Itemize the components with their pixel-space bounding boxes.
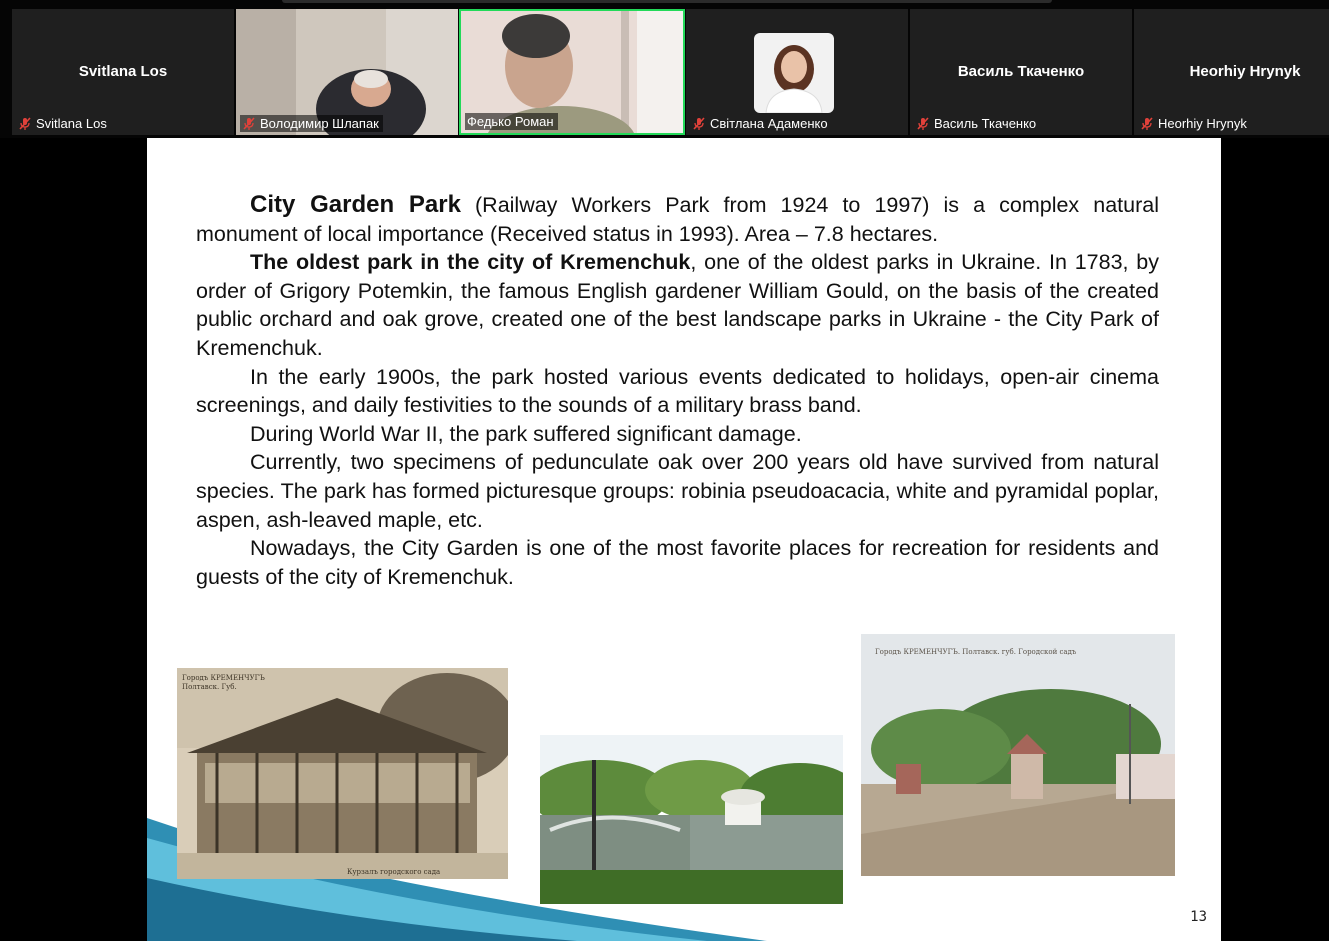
participant-display-name: Svitlana Los (78, 63, 168, 80)
participant-label-text: Володимир Шлапак (260, 116, 379, 131)
participant-display-name: Василь Ткаченко (957, 63, 1085, 80)
slide-page-number: 13 (1190, 909, 1207, 925)
participant-label-text: Світлана Адаменко (710, 116, 828, 131)
historic-pavilion-photo (177, 668, 508, 879)
avatar (754, 33, 834, 113)
strip-top-indicator (282, 0, 1052, 3)
slide-paragraph: In the early 1900s, the park hosted various events dedicated to holidays, open-air cinema screenings, and daily festivities to the sounds of a military brass band. (196, 364, 1159, 418)
participant-label (690, 115, 832, 132)
participant-label (240, 115, 383, 132)
slide-text-span: (Railway Workers Park from 1924 to 1997) is a complex natural monument of local importance (Received status in 1993). Area – 7.8 hectares. (196, 193, 1159, 246)
mic-muted-icon (692, 117, 706, 131)
slide-title: City Garden Park (250, 191, 461, 218)
photo-caption: Городъ КРЕМЕНЧУГЪ. Полтавск. губ. Городской садъ (875, 648, 1077, 656)
mic-muted-icon (1140, 117, 1154, 131)
participant-label-text: Heorhiy Hrynyk (1158, 116, 1247, 131)
slide-paragraph: Nowadays, the City Garden is one of the most favorite places for recreation for residents and guests of the city of Kremenchuk. (196, 536, 1159, 589)
modern-park-lake-photo (540, 735, 843, 904)
participant-label (16, 115, 111, 132)
slide-text-span: , one of the oldest parks in Ukraine. In 1783, by order of Grigory Potemkin, the famous English gardener William Gould, on the basis of the created public orchard and oak grove, created one of the best landscape parks in Ukraine - the City Park of Kremenchuk. (196, 250, 1160, 360)
participant-tile-vasyl-tkachenko[interactable] (910, 9, 1132, 135)
participant-label (1138, 115, 1251, 132)
slide-paragraph: During World War II, the park suffered significant damage. (250, 421, 802, 446)
historic-garden-entrance-photo (861, 634, 1175, 876)
participant-tile-volodymyr-shlapak[interactable] (236, 9, 458, 135)
mic-muted-icon (18, 117, 32, 131)
slide-paragraph (196, 191, 1159, 248)
slide-bold-phrase: The oldest park in the city of Kremenchuk (250, 250, 691, 275)
participant-label (914, 115, 1040, 132)
slide-paragraph (196, 248, 1159, 362)
slide-paragraph: Currently, two specimens of pedunculate oak over 200 years old have survived from natural species. The park has formed picturesque groups: robinia pseudoacacia, white and pyramidal poplar, aspen, ash-leaved maple, etc. (196, 450, 1159, 532)
mic-muted-icon (242, 117, 256, 131)
participant-strip (0, 0, 1329, 138)
participant-tile-svitlana-adamenko[interactable] (686, 9, 908, 135)
participant-tile-heorhiy-hrynyk[interactable] (1134, 9, 1329, 135)
participant-label-text: Федько Роман (467, 114, 554, 129)
participant-label-text: Svitlana Los (36, 116, 107, 131)
participant-label (465, 113, 558, 130)
mic-muted-icon (916, 117, 930, 131)
participant-tile-svitlana-los[interactable] (12, 9, 234, 135)
photo-caption: Городъ КРЕМЕНЧУГЪ Полтавск. Губ. (182, 674, 265, 691)
participant-tile-fedko-roman[interactable] (459, 9, 685, 135)
participant-label-text: Василь Ткаченко (934, 116, 1037, 131)
participant-display-name: Heorhiy Hrynyk (1189, 63, 1301, 80)
photo-caption: Курзалъ городского сада (347, 868, 441, 876)
shared-screen-slide (147, 138, 1221, 941)
slide-body-text (196, 191, 1159, 591)
